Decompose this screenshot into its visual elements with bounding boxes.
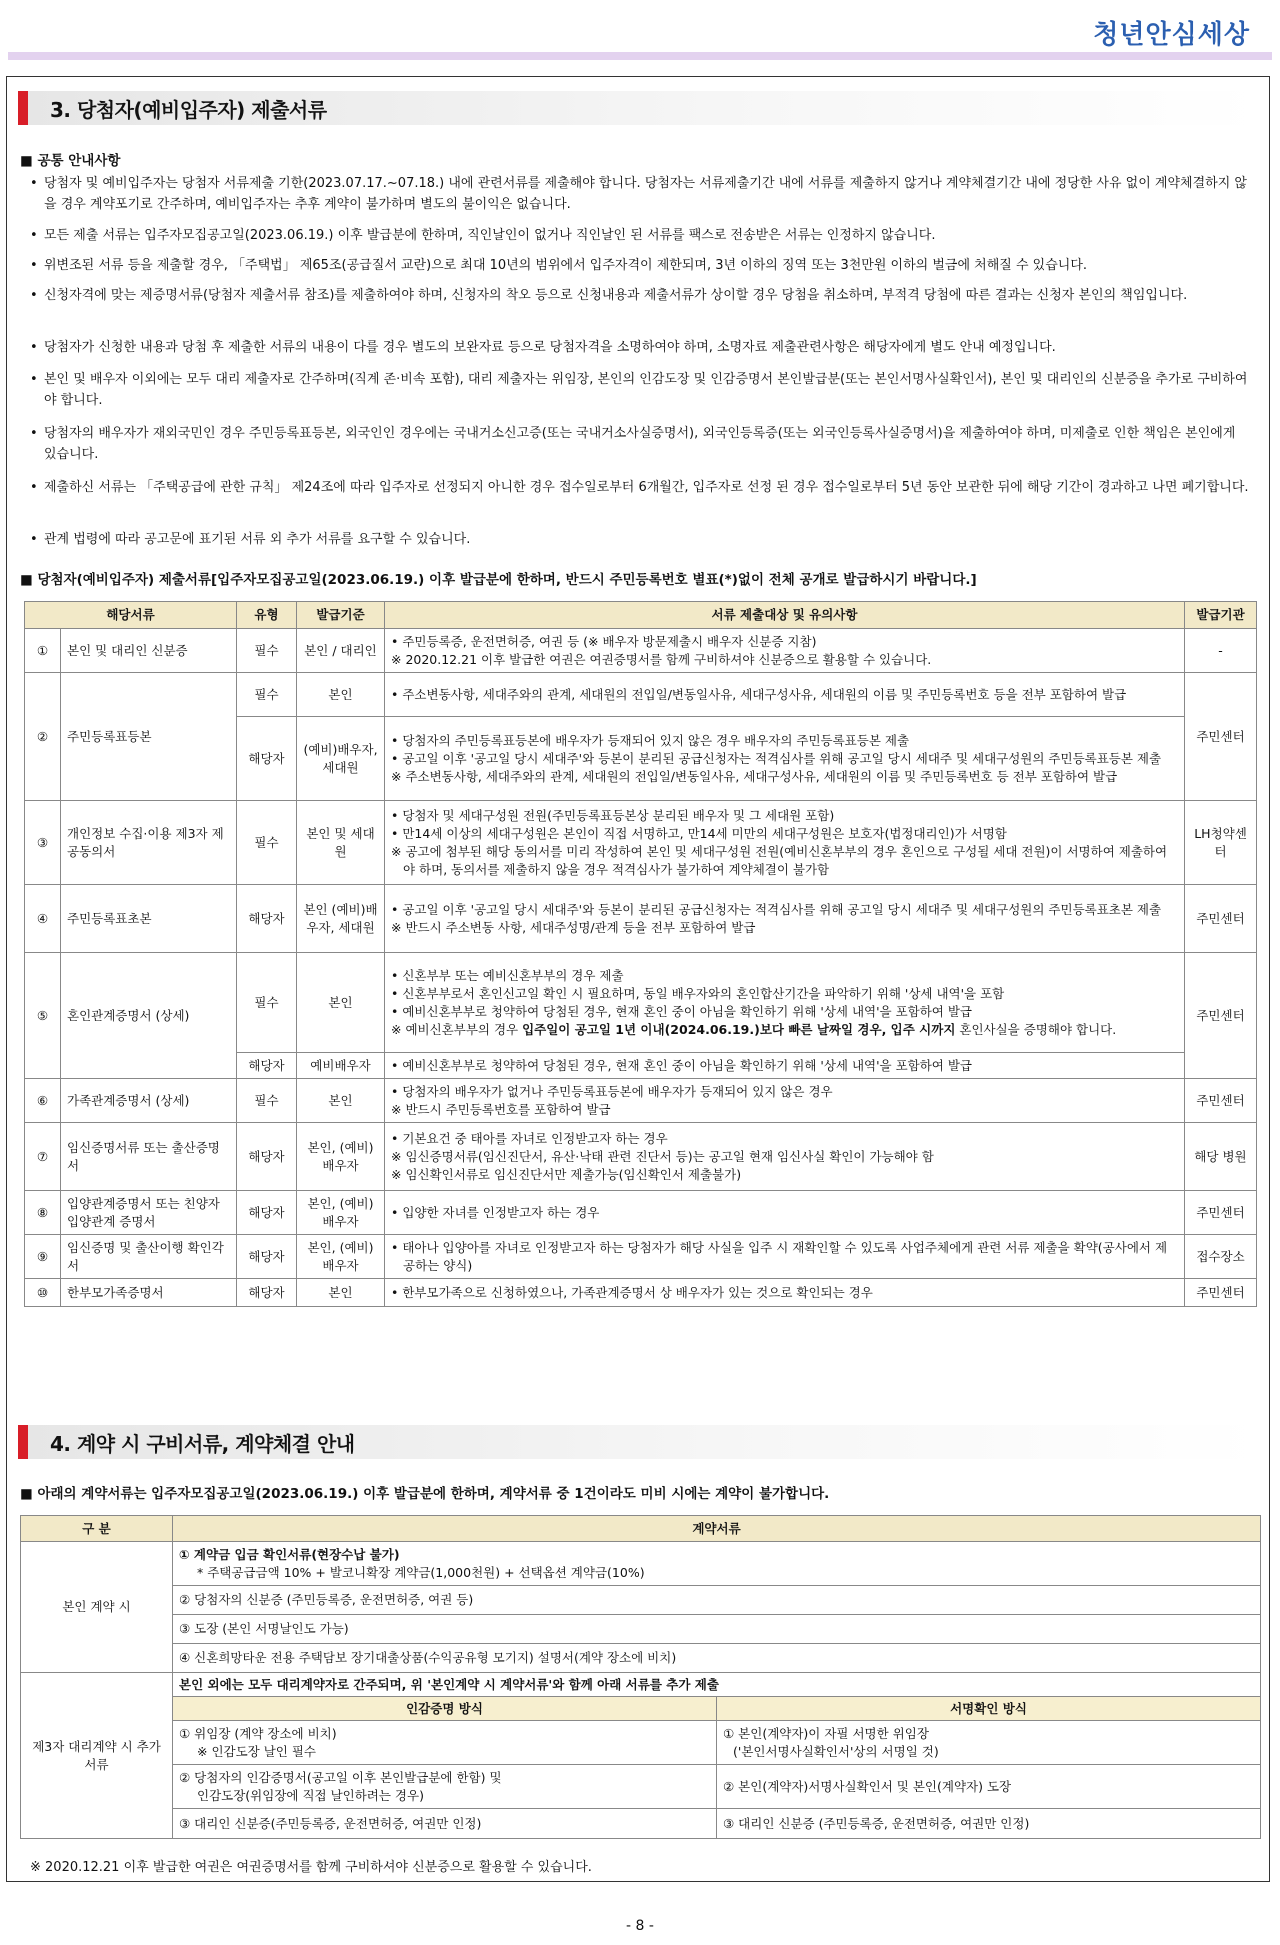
doc-name: 주민등록표등본 [61, 673, 237, 801]
row-number: ⑨ [25, 1235, 61, 1279]
proxy-intro: 본인 외에는 모두 대리계약자로 간주되며, 위 '본인계약 시 계약서류'와 함께 아래 서류를 추가 제출 [173, 1673, 1261, 1697]
documents-table [24, 601, 1257, 1307]
doc-type: 해당자 [237, 1279, 297, 1307]
contract-item: ① 계약금 입금 확인서류(현장수납 불가) * 주택공급금액 10% + 발코니확장 계약금(1,000천원) + 선택옵션 계약금(10%) [173, 1542, 1261, 1586]
table-row [21, 1586, 1261, 1615]
seal-method-header: 인감증명 방식 [173, 1697, 717, 1721]
doc-notes: • 당첨자 및 세대구성원 전원(주민등록표등본상 분리된 배우자 및 그 세대원 포함) • 만14세 이상의 세대구성원은 본인이 직접 서명하고, 만14세 미만의 세대구성원은 보호자(법정대리인)가 서명함 ※ 공고에 첨부된 해당 동의서를 미리 작성하여 본인 및 세대구성원 전원(예비신혼부부의 경우 혼인으로 구성될 세대 전원)이 서명하여 제출하여야 하며, 동의서를 제출하지 않을 경우 적격심사가 불가하여 계약체결이 불가함 [385, 801, 1185, 885]
table-row [25, 629, 1257, 673]
issuer: - [1185, 629, 1257, 673]
logo: 청년안심세상 [1093, 20, 1250, 50]
table-row [21, 1615, 1261, 1644]
section-marker [18, 1425, 28, 1459]
doc-notes: • 공고일 이후 '공고일 당시 세대주'와 등본이 분리된 공급신청자는 적격심사를 위해 공고일 당시 세대주 및 세대구성원의 주민등록표초본 제출 ※ 반드시 주소변동 사항, 세대주성명/관계 등을 전부 포함하여 발급 [385, 885, 1185, 953]
section-3-title: 3. 당첨자(예비입주자) 제출서류 [50, 98, 327, 122]
row-number: ① [25, 629, 61, 673]
col-header: 유형 [237, 602, 297, 629]
doc-basis: 본인, (예비)배우자 [297, 1235, 385, 1279]
table-row [25, 801, 1257, 885]
doc-notes: • 기본요건 중 태아를 자녀로 인정받고자 하는 경우 ※ 임신증명서류(임신진단서, 유산·낙태 관련 진단서 등)는 공고일 현재 임신사실 확인이 가능해야 함 ※ 임신확인서류로 임신진단서만 제출가능(임신확인서 제출불가) [385, 1123, 1185, 1191]
table-row [21, 1809, 1261, 1839]
row-number: ⑤ [25, 953, 61, 1079]
doc-name: 혼인관계증명서 (상세) [61, 953, 237, 1079]
table-row [25, 885, 1257, 953]
contract-item: ② 당첨자의 인감증명서(공고일 이후 본인발급분에 한함) 및 인감도장(위임장에 직접 날인하려는 경우) [173, 1765, 717, 1809]
notice-bullet: • 당첨자가 신청한 내용과 당첨 후 제출한 서류의 내용이 다를 경우 별도의 보완자료 등으로 당첨자격을 소명하여야 하며, 소명자료 제출관련사항은 해당자에게 별도 안내 예정입니다. [30, 340, 1056, 355]
notice-bullet: • 신청자격에 맞는 제증명서류(당첨자 제출서류 참조)를 제출하여야 하며, 신청자의 착오 등으로 신청내용과 제출서류가 상이할 경우 당첨을 취소하며, 부적격 당첨에 따른 결과는 신청자 본인의 책임입니다. [30, 288, 1188, 303]
row-number: ③ [25, 801, 61, 885]
contract-item: ③ 대리인 신분증 (주민등록증, 운전면허증, 여권만 인정) [717, 1809, 1261, 1839]
doc-notes: • 주민등록증, 운전면허증, 여권 등 (※ 배우자 방문제출시 배우자 신분증 지참) ※ 2020.12.21 이후 발급한 여권은 여권증명서를 함께 구비하셔야 신분증으로 활용할 수 있습니다. [385, 629, 1185, 673]
notice-bullet: • 위변조된 서류 등을 제출할 경우, 「주택법」 제65조(공급질서 교란)으로 최대 10년의 범위에서 입주자격이 제한되며, 3년 이하의 징역 또는 3천만원 이하의 벌금에 처해질 수 있습니다. [30, 258, 1088, 273]
contract-item: ④ 신혼희망타운 전용 주택담보 장기대출상품(수익공유형 모기지) 설명서(계약 장소에 비치) [173, 1644, 1261, 1673]
table-header-row [25, 602, 1257, 629]
row-number: ④ [25, 885, 61, 953]
table-row [21, 1673, 1261, 1697]
signature-method-header: 서명확인 방식 [717, 1697, 1261, 1721]
section-marker [18, 91, 28, 125]
table-row [21, 1721, 1261, 1765]
row-number: ⑥ [25, 1079, 61, 1123]
doc-type: 해당자 [237, 1123, 297, 1191]
doc-basis: 본인 [297, 673, 385, 717]
col-header: 발급기관 [1185, 602, 1257, 629]
doc-notes: • 당첨자의 배우자가 없거나 주민등록표등본에 배우자가 등재되어 있지 않은 경우 ※ 반드시 주민등록번호를 포함하여 발급 [385, 1079, 1185, 1123]
doc-basis: 본인, (예비)배우자 [297, 1123, 385, 1191]
doc-type: 해당자 [237, 717, 297, 801]
doc-name: 한부모가족증명서 [61, 1279, 237, 1307]
contract-heading: ■ 아래의 계약서류는 입주자모집공고일(2023.06.19.) 이후 발급분에 한하며, 계약서류 중 1건이라도 미비 시에는 계약이 불가합니다. [20, 1486, 830, 1502]
doc-basis: 본인 [297, 1279, 385, 1307]
table-row [21, 1697, 1261, 1721]
issuer: 주민센터 [1185, 885, 1257, 953]
doc-type: 필수 [237, 801, 297, 885]
doc-name: 임신증명 및 출산이행 확인각서 [61, 1235, 237, 1279]
doc-basis: (예비)배우자, 세대원 [297, 717, 385, 801]
doc-notes: • 한부모가족으로 신청하였으나, 가족관계증명서 상 배우자가 있는 것으로 확인되는 경우 [385, 1279, 1185, 1307]
col-header: 발급기준 [297, 602, 385, 629]
table-row [25, 1191, 1257, 1235]
doc-basis: 예비배우자 [297, 1053, 385, 1079]
table-row [21, 1644, 1261, 1673]
doc-basis: 본인 및 세대원 [297, 801, 385, 885]
doc-notes: • 신혼부부 또는 예비신혼부부의 경우 제출 • 신혼부부로서 혼인신고일 확인 시 필요하며, 동일 배우자와의 혼인합산기간을 파악하기 위해 '상세 내역'을 포함 • 예비신혼부부로 청약하여 당첨된 경우, 현재 혼인 중이 아님을 확인하기 위해 '상세 내역'을 포함하여 발급 ※ 예비신혼부부의 경우 입주일이 공고일 1년 이내(2024.06.19.)보다 빠른 날짜일 경우, 입주 시까지 혼인사실을 증명해야 합니다. [385, 953, 1185, 1053]
notice-bullet: • 당첨자 및 예비입주자는 당첨자 서류제출 기한(2023.07.17.~07.18.) 내에 관련서류를 제출해야 합니다. 당첨자는 서류제출기간 내에 서류를 제출하지 않거나 계약체결기간 내에 정당한 사유 없이 계약체결하지 않을 경우 계약포기로 간주하며, 예비입주자는 추후 계약이 불가하며 별도의 불이익은 없습니다. [30, 176, 1247, 212]
doc-basis: 본인 [297, 1079, 385, 1123]
table-row [25, 1279, 1257, 1307]
contract-table [20, 1515, 1261, 1839]
doc-type: 필수 [237, 1079, 297, 1123]
table-row [21, 1542, 1261, 1586]
page-number: - 8 - [626, 1918, 654, 1934]
doc-notes: • 예비신혼부부로 청약하여 당첨된 경우, 현재 혼인 중이 아님을 확인하기 위해 '상세 내역'을 포함하여 발급 [385, 1053, 1185, 1079]
section-4-heading [18, 1425, 1260, 1459]
contract-item: ② 당첨자의 신분증 (주민등록증, 운전면허증, 여권 등) [173, 1586, 1261, 1615]
doc-type: 필수 [237, 629, 297, 673]
notice-bullet: • 제출하신 서류는 「주택공급에 관한 규칙」 제24조에 따라 입주자로 선정되지 아니한 경우 접수일로부터 6개월간, 입주자로 선정 된 경우 접수일로부터 5년 동안 보관한 뒤에 해당 기간이 경과하고 나면 폐기합니다. [30, 480, 1249, 495]
contract-item: ③ 대리인 신분증(주민등록증, 운전면허증, 여권만 인정) [173, 1809, 717, 1839]
doc-notes: • 입양한 자녀를 인정받고자 하는 경우 [385, 1191, 1185, 1235]
doc-name: 본인 및 대리인 신분증 [61, 629, 237, 673]
issuer: 주민센터 [1185, 673, 1257, 801]
self-contract-label: 본인 계약 시 [21, 1542, 173, 1673]
notice-bullet: • 관계 법령에 따라 공고문에 표기된 서류 외 추가 서류를 요구할 수 있습니다. [30, 532, 471, 547]
documents-heading: ■ 당첨자(예비입주자) 제출서류[입주자모집공고일(2023.06.19.) 이후 발급분에 한하며, 반드시 주민등록번호 별표(*)없이 전체 공개로 발급하시기 바랍니다.] [20, 572, 977, 588]
common-notice-heading: ■ 공통 안내사항 [20, 153, 121, 169]
doc-basis: 본인 [297, 953, 385, 1053]
doc-type: 해당자 [237, 885, 297, 953]
col-header: 해당서류 [25, 602, 237, 629]
section-4-title: 4. 계약 시 구비서류, 계약체결 안내 [50, 1432, 355, 1456]
doc-type: 해당자 [237, 1235, 297, 1279]
doc-basis: 본인 / 대리인 [297, 629, 385, 673]
row-number: ⑩ [25, 1279, 61, 1307]
contract-item: ③ 도장 (본인 서명날인도 가능) [173, 1615, 1261, 1644]
col-header: 서류 제출대상 및 유의사항 [385, 602, 1185, 629]
doc-type: 필수 [237, 953, 297, 1053]
contract-item: ② 본인(계약자)서명사실확인서 및 본인(계약자) 도장 [717, 1765, 1261, 1809]
footnote: ※ 2020.12.21 이후 발급한 여권은 여권증명서를 함께 구비하셔야 신분증으로 활용할 수 있습니다. [30, 1860, 592, 1875]
doc-name: 주민등록표초본 [61, 885, 237, 953]
table-row [25, 1079, 1257, 1123]
doc-name: 입양관계증명서 또는 친양자 입양관계 증명서 [61, 1191, 237, 1235]
header-divider [8, 52, 1272, 60]
issuer: 주민센터 [1185, 1079, 1257, 1123]
doc-notes: • 당첨자의 주민등록표등본에 배우자가 등재되어 있지 않은 경우 배우자의 주민등록표등본 제출 • 공고일 이후 '공고일 당시 세대주'와 등본이 분리된 공급신청자는 적격심사를 위해 공고일 당시 세대주 및 세대구성원의 주민등록표등본 제출 ※ 주소변동사항, 세대주와의 관계, 세대원의 전입일/변동일사유, 세대구성사유, 세대원의 이름 및 주민등록번호 등 전부 포함하여 발급 [385, 717, 1185, 801]
issuer: 주민센터 [1185, 1279, 1257, 1307]
row-number: ⑦ [25, 1123, 61, 1191]
issuer: LH청약센터 [1185, 801, 1257, 885]
doc-notes: • 주소변동사항, 세대주와의 관계, 세대원의 전입일/변동일사유, 세대구성사유, 세대원의 이름 및 주민등록번호 등을 전부 포함하여 발급 [385, 673, 1185, 717]
doc-type: 해당자 [237, 1191, 297, 1235]
col-header: 구 분 [21, 1516, 173, 1542]
table-row [25, 673, 1257, 717]
notice-bullet: • 모든 제출 서류는 입주자모집공고일(2023.06.19.) 이후 발급분에 한하며, 직인날인이 없거나 직인날인 된 서류를 팩스로 전송받은 서류는 인정하지 않습니다. [30, 228, 936, 243]
issuer: 주민센터 [1185, 1191, 1257, 1235]
notice-bullet: • 본인 및 배우자 이외에는 모두 대리 제출자로 간주하며(직계 존·비속 포함), 대리 제출자는 위임장, 본인의 인감도장 및 인감증명서 본인발급분(또는 본인서명사실확인서), 본인 및 대리인의 신분증을 추가로 구비하여야 합니다. [30, 372, 1248, 408]
table-row [25, 953, 1257, 1053]
doc-type: 필수 [237, 673, 297, 717]
row-number: ② [25, 673, 61, 801]
contract-item: ① 위임장 (계약 장소에 비치) ※ 인감도장 날인 필수 [173, 1721, 717, 1765]
doc-notes: • 태아나 입양아를 자녀로 인정받고자 하는 당첨자가 해당 사실을 입주 시 재확인할 수 있도록 사업주체에게 관련 서류 제출을 확약(공사에서 제공하는 양식) [385, 1235, 1185, 1279]
notice-bullet: • 당첨자의 배우자가 재외국민인 경우 주민등록표등본, 외국인인 경우에는 국내거소신고증(또는 국내거소사실증명서), 외국인등록증(또는 외국인등록사실증명서)을 제출하여야 하며, 미제출로 인한 책임은 본인에게 있습니다. [30, 426, 1236, 462]
table-row [21, 1765, 1261, 1809]
doc-basis: 본인 (예비)배우자, 세대원 [297, 885, 385, 953]
issuer: 해당 병원 [1185, 1123, 1257, 1191]
row-number: ⑧ [25, 1191, 61, 1235]
issuer: 접수장소 [1185, 1235, 1257, 1279]
doc-name: 가족관계증명서 (상세) [61, 1079, 237, 1123]
table-row [25, 1123, 1257, 1191]
issuer: 주민센터 [1185, 953, 1257, 1079]
doc-name: 임신증명서류 또는 출산증명서 [61, 1123, 237, 1191]
section-3-heading [18, 91, 1260, 125]
doc-basis: 본인, (예비)배우자 [297, 1191, 385, 1235]
doc-name: 개인정보 수집·이용 제3자 제공동의서 [61, 801, 237, 885]
table-row [25, 1235, 1257, 1279]
table-header-row [21, 1516, 1261, 1542]
contract-item: ① 본인(계약자)이 자필 서명한 위임장 ('본인서명사실확인서'상의 서명일 것) [717, 1721, 1261, 1765]
proxy-contract-label: 제3자 대리계약 시 추가서류 [21, 1673, 173, 1839]
doc-type: 해당자 [237, 1053, 297, 1079]
col-header: 계약서류 [173, 1516, 1261, 1542]
